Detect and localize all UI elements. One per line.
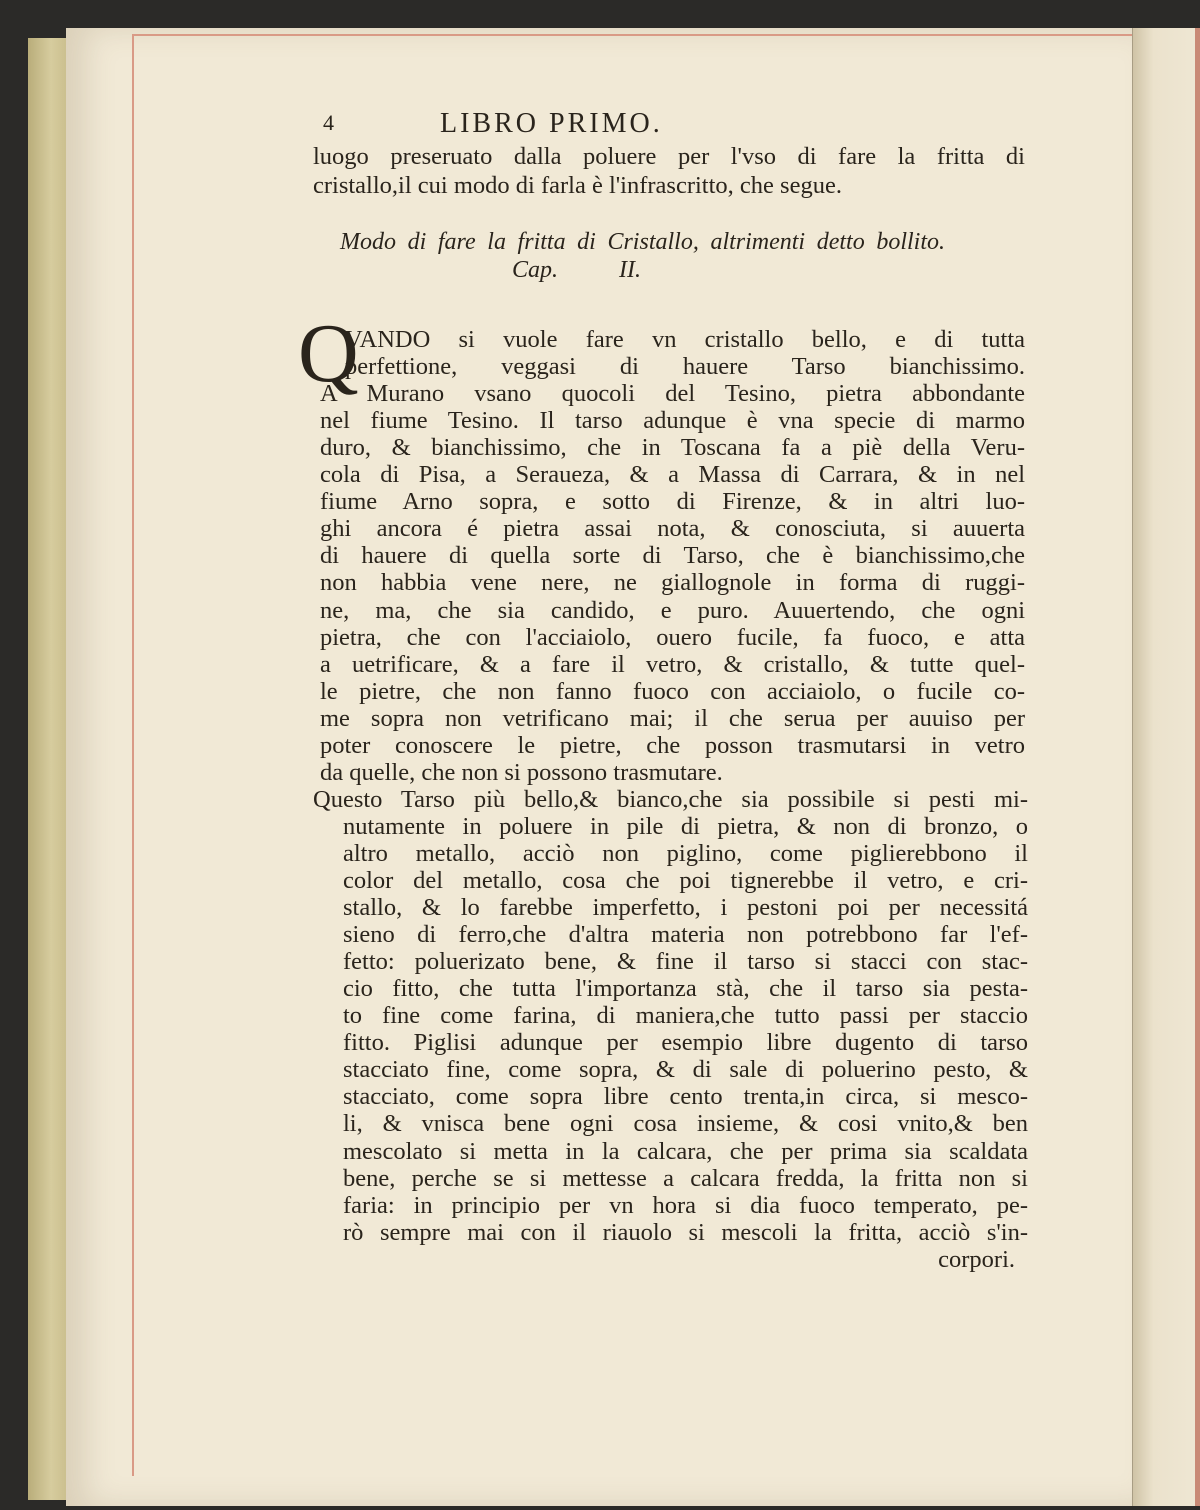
text-line: corpori. (938, 1245, 1015, 1273)
text-line: mescolato si metta in la calcara, che per prima sia scaldata (343, 1137, 1028, 1165)
text-line: nutamente in poluere in pile di pietra, & non di bronzo, o (343, 812, 1028, 840)
text-line: ne, ma, che sia candido, e puro. Auuertendo, che ogni (320, 596, 1025, 624)
text-line: ghi ancora é pietra assai nota, & conosciuta, si auuerta (320, 515, 1025, 543)
text-line: rò sempre mai con il riauolo si mescoli la fritta, acciò s'in- (343, 1218, 1028, 1246)
text-line: di hauere di quella sorte di Tarso, che è bianchissimo,che (320, 542, 1025, 570)
text-line: to fine come farina, di maniera,che tutto passi per staccio (343, 1002, 1028, 1030)
text-line: faria: in principio per vn hora si dia fuoco temperato, pe- (343, 1191, 1028, 1219)
text-line: me sopra non vetrificano mai; il che serua per auuiso per (320, 704, 1025, 732)
text-line: cio fitto, che tutta l'importanza stà, che il tarso sia pesta- (343, 975, 1028, 1003)
text-line: a uetrificare, & a fare il vetro, & cristallo, & tutte quel- (320, 650, 1025, 678)
text-line: Questo Tarso più bello,& bianco,che sia possibile si pesti mi- (313, 785, 1028, 813)
text-line: A Murano vsano quocoli del Tesino, pietra abbondante (320, 380, 1025, 408)
text-line: luogo preseruato dalla poluere per l'vso di fare la fritta di (313, 143, 1025, 170)
text-line: nel fiume Tesino. Il tarso adunque è vna specie di marmo (320, 407, 1025, 435)
chapter-title: Modo di fare la fritta di Cristallo, altrimenti detto bollito. (340, 229, 945, 255)
text-line: duro, & bianchissimo, che in Toscana fa a piè della Veru- (320, 434, 1025, 462)
drop-cap: Q (298, 307, 359, 400)
facing-page-edge (1132, 28, 1200, 1506)
text-line: VANDO si vuole fare vn cristallo bello, e di tutta (345, 326, 1025, 353)
text-line: poter conoscere le pietre, che posson trasmutarsi in vetro (320, 731, 1025, 759)
text-line: fitto. Piglisi adunque per esempio libre dugento di tarso (343, 1029, 1028, 1057)
page-number: 4 (323, 110, 334, 135)
text-line: le pietre, che non fanno fuoco con acciaiolo, o fucile co- (320, 677, 1025, 705)
text-line: stallo, & lo farebbe imperfetto, i pestoni poi per necessitá (343, 894, 1028, 922)
text-line: sieno di ferro,che d'altra materia non potrebbono far l'ef- (343, 921, 1028, 949)
text-line: li, & vnisca bene ogni cosa insieme, & cosi vnito,& ben (343, 1110, 1028, 1138)
running-head: LIBRO PRIMO. (440, 108, 663, 139)
text-line: da quelle, che non si possono trasmutare. (320, 758, 723, 786)
text-line: perfettione, veggasi di hauere Tarso bianchissimo. (345, 353, 1025, 381)
text-line: altro metallo, acciò non piglino, come piglierebbono il (343, 839, 1028, 867)
chapter-number: Cap. II. (512, 257, 641, 283)
text-line: fiume Arno sopra, e sotto di Firenze, & in altri luo- (320, 488, 1025, 516)
text-line: color del metallo, cosa che poi tignerebbe il vetro, e cri- (343, 867, 1028, 894)
text-line: cristallo,il cui modo di farla è l'infrascritto, che segue. (313, 172, 842, 199)
text-line: bene, perche se si mettesse a calcara fredda, la fritta non si (343, 1164, 1028, 1192)
text-line: pietra, che con l'acciaiolo, ouero fucile, fa fuoco, e atta (320, 623, 1025, 651)
text-line: cola di Pisa, a Seraueza, & a Massa di Carrara, & in nel (320, 461, 1025, 489)
text-line: non habbia vene nere, ne giallognole in forma di ruggi- (320, 569, 1025, 597)
text-line: stacciato, come sopra libre cento trenta,in circa, si mesco- (343, 1083, 1028, 1111)
text-line: stacciato fine, come sopra, & di sale di poluerino pesto, & (343, 1056, 1028, 1084)
text-line: fetto: poluerizato bene, & fine il tarso si stacci con stac- (343, 948, 1028, 976)
